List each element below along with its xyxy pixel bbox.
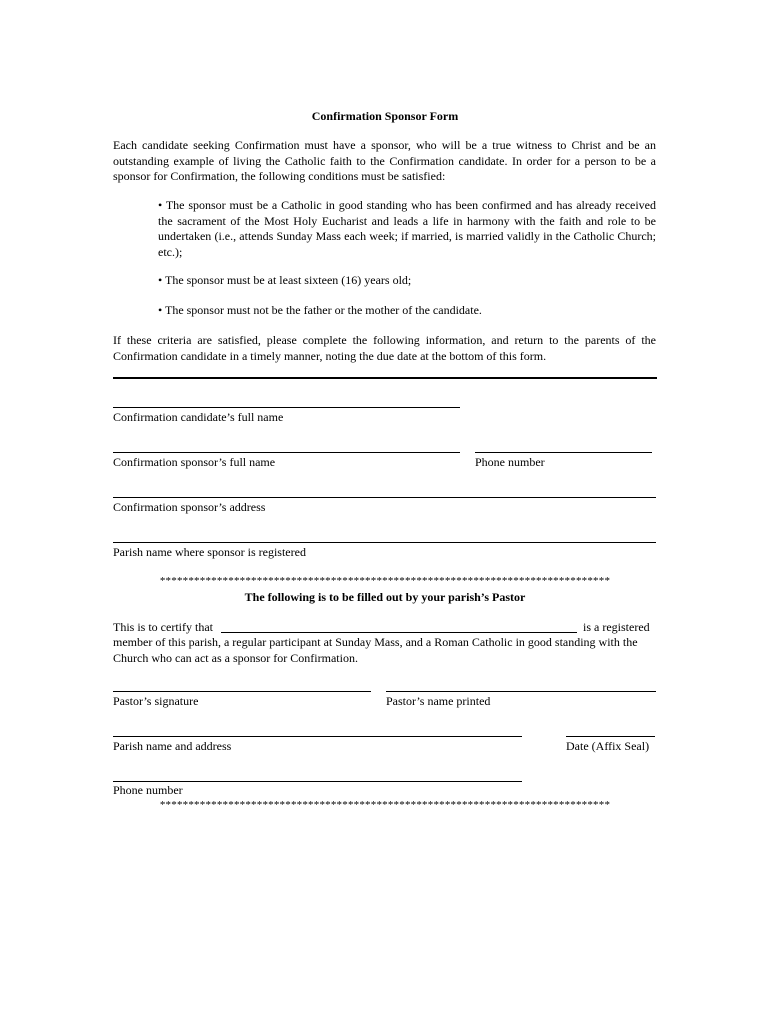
parish-registered-line[interactable]	[113, 542, 656, 543]
pastor-signature-label: Pastor’s signature	[113, 694, 199, 708]
sponsor-name-line[interactable]	[113, 452, 460, 453]
candidate-name-label: Confirmation candidate’s full name	[113, 410, 284, 424]
condition-item: • The sponsor must be at least sixteen (16) years old;	[158, 273, 412, 287]
parish-registered-label: Parish name where sponsor is registered	[113, 545, 306, 559]
parish-address-line[interactable]	[113, 736, 522, 737]
pastor-name-label: Pastor’s name printed	[386, 694, 491, 708]
condition-item: • The sponsor must be a Catholic in good standing who has been confirmed and has already received the sacrament of the Most Holy Eucharist and leads a life in harmony with the faith and role to be undertaken (i.e., attends Sunday Mass each week; if married, is married validly in the Catholic Church; etc.);	[158, 198, 656, 259]
certify-name-line[interactable]	[221, 632, 577, 633]
sponsor-phone-line[interactable]	[475, 452, 652, 453]
star-separator: *******************************************************************************	[159, 575, 611, 587]
candidate-name-line[interactable]	[113, 407, 460, 408]
sponsor-address-line[interactable]	[113, 497, 656, 498]
intro-paragraph: Each candidate seeking Confirmation must have a sponsor, who will be a true witness to Christ and be an outstanding example of living the Catholic faith to the Confirmation candidate. In order for a person to be a sponsor for Confirmation, the following conditions must be satisfied:	[113, 138, 656, 184]
section-divider	[113, 377, 657, 379]
pastor-phone-line[interactable]	[113, 781, 522, 782]
sponsor-phone-label: Phone number	[475, 455, 545, 469]
certify-suffix: is a registered	[583, 620, 650, 634]
instructions-paragraph: If these criteria are satisfied, please complete the following information, and return to the parents of the Confirmation candidate in a timely manner, noting the due date at the bottom of this form.	[113, 333, 656, 363]
sponsor-name-label: Confirmation sponsor’s full name	[113, 455, 276, 469]
sponsor-address-label: Confirmation sponsor’s address	[113, 500, 266, 514]
certify-paragraph: member of this parish, a regular participant at Sunday Mass, and a Roman Catholic in good standing with the Church who can act as a sponsor for Confirmation.	[113, 635, 638, 665]
pastor-phone-label: Phone number	[113, 783, 183, 797]
star-separator-bottom: *******************************************************************************	[159, 799, 611, 811]
pastor-name-line[interactable]	[386, 691, 656, 692]
certify-prefix: This is to certify that	[113, 620, 213, 634]
condition-item: • The sponsor must not be the father or the mother of the candidate.	[158, 303, 482, 317]
date-line[interactable]	[566, 736, 655, 737]
form-title: Confirmation Sponsor Form	[311, 109, 459, 123]
date-label: Date (Affix Seal)	[566, 739, 650, 753]
parish-address-label: Parish name and address	[113, 739, 232, 753]
pastor-signature-line[interactable]	[113, 691, 371, 692]
pastor-heading: The following is to be filled out by your parish’s Pastor	[244, 590, 526, 604]
